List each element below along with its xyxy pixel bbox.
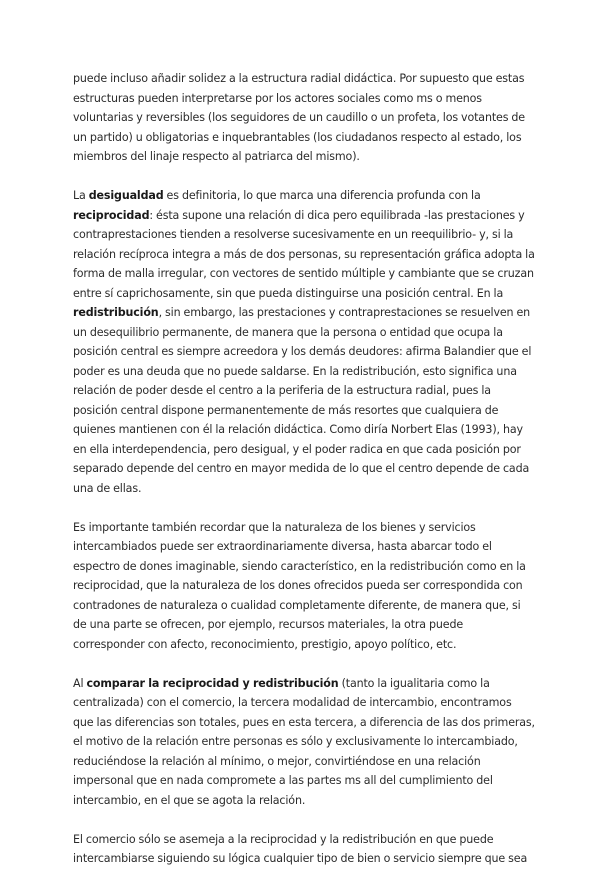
paragraph-text: : ésta supone una relación di dica pero equilibrada -las prestaciones y contraprestaciones tienden a resolverse sucesivamente en un reequilibrio- y, si la relación recíproca integra a más de dos personas, su representación gráfica adopta la forma de malla irregular, con vectores de sentido múltiple y cambiante que se cruzan entre sí caprichosamente, sin que pueda distinguirse una posición central. En la bbox=[73, 208, 535, 300]
paragraph-5 bbox=[73, 830, 535, 869]
paragraph-3 bbox=[73, 518, 535, 655]
paragraph-text: El comercio sólo se asemeja a la reciprocidad y la redistribución en que puede intercambiarse siguiendo su lógica cualquier tipo de bien o servicio siempre que sea bbox=[73, 832, 528, 865]
paragraph-text: , sin embargo, las prestaciones y contraprestaciones se resuelven en un desequilibrio permanente, de manera que la persona o entidad que ocupa la posición central es siempre acreedora y los demás deudores: afirma Balandier que el poder es una deuda que no puede saldarse. En la redistribución, esto significa una relación de poder desde el centro a la periferia de la estructura radial, pues la posición central dispone permanentemente de más resortes que cualquiera de quienes mantienen con él la relación didáctica. Como diría Norbert Elas (1993), hay en ella interdependencia, pero desigual, y el poder radica en que cada posición por separado depende del centro en mayor medida de lo que el centro depende de cada una de ellas. bbox=[73, 306, 532, 495]
paragraph-text: (tanto la igualitaria como la centralizada) con el comercio, la tercera modalidad de intercambio, encontramos que las diferencias son totales, pues en esta tercera, a diferencia de las dos primeras, el motivo de la relación entre personas es sólo y exclusivamente lo intercambiado, reduciéndose la relación al mínimo, o mejor, convirtiéndose en una relación impersonal que en nada compromete a las partes ms all del cumplimiento del intercambio, en el que se agota la relación. bbox=[73, 676, 535, 807]
paragraph-1 bbox=[73, 69, 535, 167]
paragraph-text: Al bbox=[73, 676, 87, 690]
bold-term-reciprocidad: reciprocidad bbox=[73, 208, 150, 222]
document-body bbox=[73, 69, 535, 888]
paragraph-text: puede incluso añadir solidez a la estructura radial didáctica. Por supuesto que estas estructuras pueden interpretarse por los actores sociales como ms o menos voluntarias y reversibles (los seguidores de un caudillo o un profeta, los votantes de un partido) u obligatorias e inquebrantables (los ciudadanos respecto al estado, los miembros del linaje respecto al patriarca del mismo). bbox=[73, 72, 525, 163]
paragraph-text: es definitoria, lo que marca una diferencia profunda con la bbox=[163, 189, 481, 202]
paragraph-text: Es importante también recordar que la naturaleza de los bienes y servicios intercambiados puede ser extraordinariamente diversa, hasta abarcar todo el espectro de dones imaginable, siendo característico, en la redistribución como en la reciprocidad, que la naturaleza de los dones ofrecidos pueda ser correspondida con contradones de naturaleza o cualidad completamente diferente, de manera que, si de una parte se ofrecen, por ejemplo, recursos materiales, la otra puede corresponder con afecto, reconocimiento, prestigio, apoyo político, etc. bbox=[73, 520, 526, 651]
bold-term-comparar: comparar la reciprocidad y redistribución bbox=[86, 676, 339, 690]
paragraph-text: La bbox=[73, 189, 89, 202]
paragraph-4 bbox=[73, 674, 535, 811]
bold-term-desigualdad: desigualdad bbox=[88, 189, 164, 202]
bold-term-redistribucion: redistribución bbox=[73, 306, 159, 319]
paragraph-2 bbox=[73, 186, 535, 498]
